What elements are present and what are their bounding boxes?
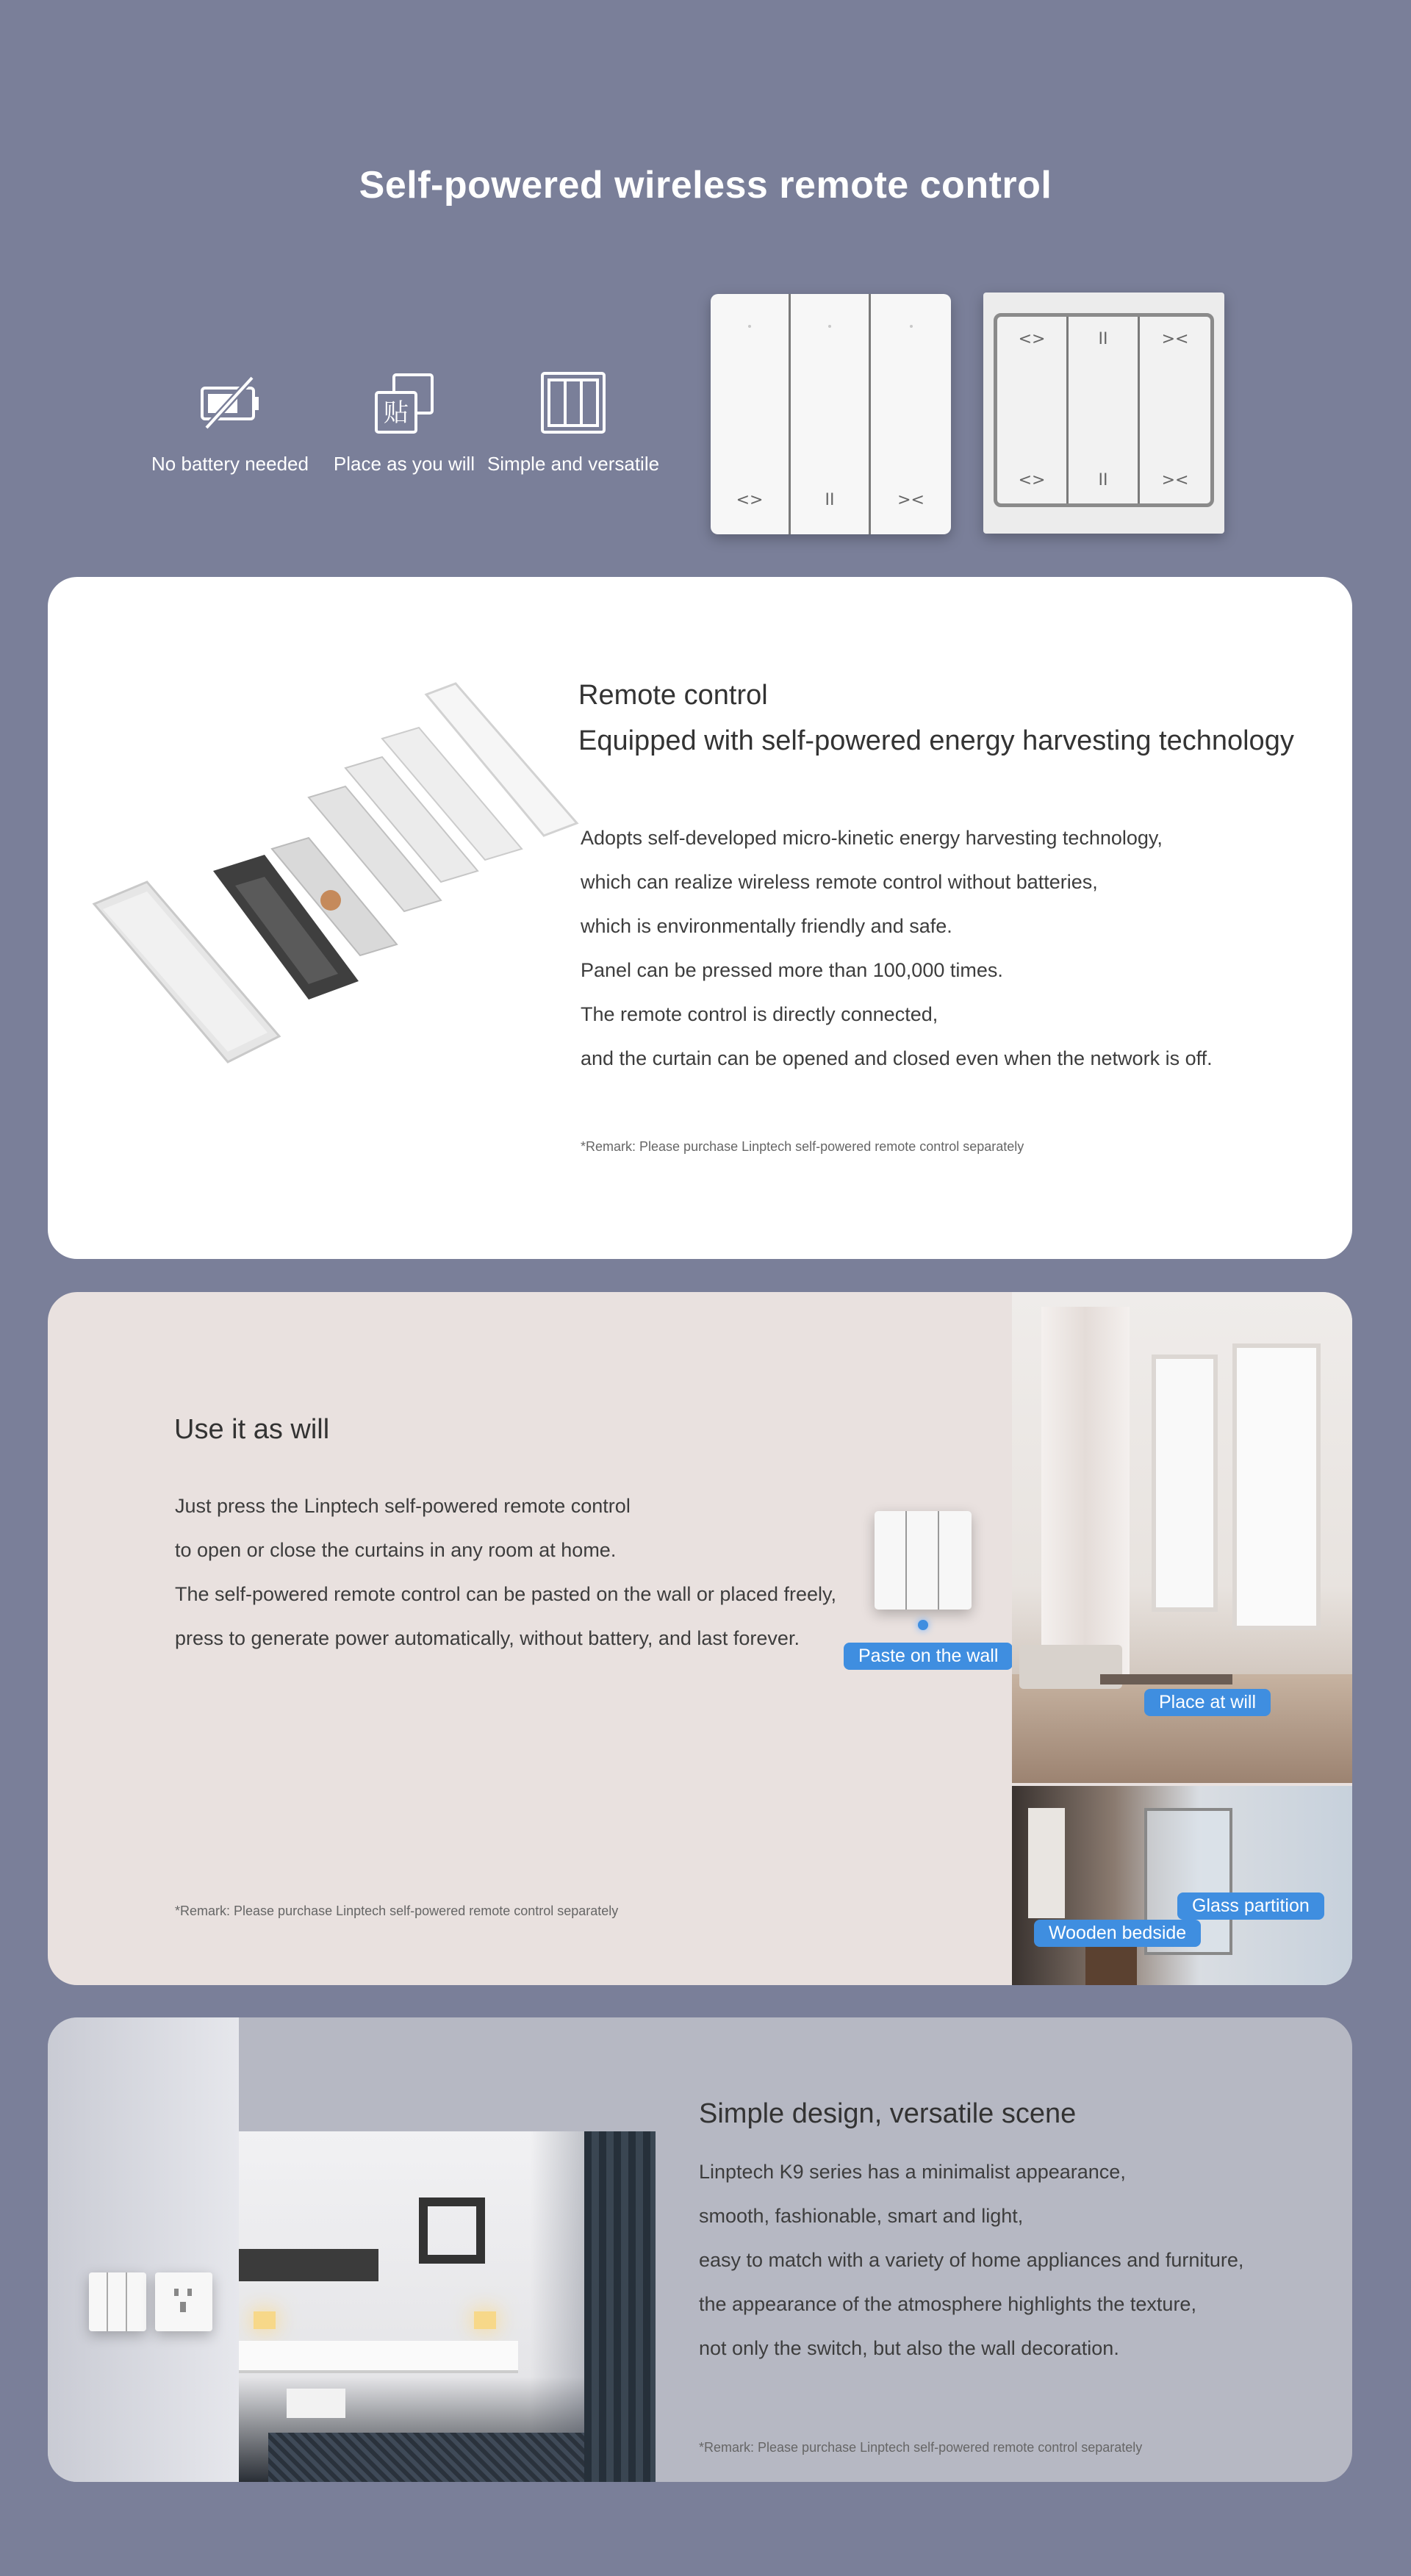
curtain-image [584, 2131, 656, 2482]
paragraph-line: The self-powered remote control can be pasted on the wall or placed freely, [175, 1583, 836, 1605]
wall-frame-image [419, 2198, 485, 2264]
card-remote-control [48, 577, 1352, 1259]
card-simple-design [48, 2017, 1352, 2482]
paragraph-line: the appearance of the atmosphere highlights the texture, [699, 2293, 1196, 2315]
living-room-photo [1012, 1292, 1352, 1783]
paragraph-line: Linptech K9 series has a minimalist appearance, [699, 2161, 1126, 2183]
tag-place-at-will: Place at will [1144, 1689, 1271, 1716]
switch-panel-borderless [711, 294, 951, 534]
feature-label: No battery needed [151, 453, 309, 475]
socket-image [155, 2272, 212, 2331]
pause-icon: II [1098, 330, 1108, 348]
bedroom-bathroom-photo [1012, 1786, 1352, 1985]
battery-off-icon [195, 367, 265, 438]
paragraph-line: easy to match with a variety of home appliances and furniture, [699, 2249, 1244, 2271]
paragraph-line: not only the switch, but also the wall decoration. [699, 2337, 1119, 2359]
feature-no-battery [134, 367, 326, 476]
open-icon: <> [1018, 330, 1046, 348]
exploded-view-image [88, 665, 588, 1091]
remark-note: *Remark: Please purchase Linptech self-powered remote control separately [175, 1904, 619, 1918]
paragraph-line: to open or close the curtains in any room at home. [175, 1539, 617, 1561]
tv-console-image [239, 2341, 518, 2373]
feature-label: Simple and versatile [487, 453, 660, 475]
pause-icon: II [1098, 471, 1108, 489]
wall-image [48, 2017, 239, 2482]
interior-photo [239, 2131, 656, 2482]
lamp-image [474, 2311, 496, 2329]
window-image [1152, 1355, 1218, 1612]
table-image [1100, 1674, 1232, 1685]
paragraph-line: Just press the Linptech self-powered remote control [175, 1495, 631, 1517]
feature-versatile [478, 367, 669, 476]
pause-icon: II [825, 491, 835, 509]
section-body [175, 1484, 873, 1660]
switch-panel-framed [983, 293, 1224, 534]
card-use-at-will [48, 1292, 1352, 1985]
feature-label: Place as you will [333, 453, 475, 475]
tag-paste-on-wall: Paste on the wall [844, 1643, 1013, 1670]
section-body [581, 816, 1345, 1080]
section-body [699, 2150, 1331, 2370]
svg-text:贴: 贴 [384, 398, 409, 428]
feature-place [309, 367, 500, 476]
curtain-image [1041, 1307, 1130, 1674]
lamp-image [254, 2311, 276, 2329]
page-title: Self-powered wireless remote control [359, 164, 1052, 207]
section-heading: Remote control [578, 680, 768, 711]
tag-wooden-bedside: Wooden bedside [1034, 1920, 1201, 1947]
ottoman-image [287, 2389, 345, 2418]
close-icon: >< [1161, 330, 1189, 348]
paragraph-line: Adopts self-developed micro-kinetic energy harvesting technology, [581, 827, 1163, 849]
tag-glass-partition: Glass partition [1177, 1892, 1324, 1920]
paragraph-line: smooth, fashionable, smart and light, [699, 2205, 1024, 2227]
paragraph-line: Panel can be pressed more than 100,000 times. [581, 959, 1003, 981]
door-image [1028, 1808, 1065, 1918]
section-heading: Use it as will [174, 1414, 330, 1445]
section-heading: Simple design, versatile scene [699, 2098, 1077, 2129]
remark-note: *Remark: Please purchase Linptech self-powered remote control separately [581, 1139, 1024, 1154]
pairing-dot-icon [918, 1620, 928, 1630]
paragraph-line: which is environmentally friendly and safe. [581, 915, 952, 937]
open-icon: <> [1018, 471, 1046, 489]
wall-cabinet-image [239, 2249, 378, 2281]
close-icon: >< [1161, 471, 1189, 489]
paragraph-line: press to generate power automatically, without battery, and last forever. [175, 1627, 800, 1649]
sticker-icon [369, 367, 439, 438]
rug-image [268, 2433, 592, 2482]
close-icon: >< [897, 491, 924, 509]
window-image [1232, 1343, 1321, 1630]
three-gang-switch-image [89, 2272, 146, 2331]
three-gang-icon [538, 367, 608, 438]
remark-note: *Remark: Please purchase Linptech self-powered remote control separately [699, 2440, 1143, 2455]
open-icon: <> [736, 491, 764, 509]
paragraph-line: and the curtain can be opened and closed even when the network is off. [581, 1047, 1213, 1069]
section-subheading: Equipped with self-powered energy harvesting technology [578, 725, 1294, 756]
mini-switch-image [875, 1511, 972, 1610]
paragraph-line: The remote control is directly connected, [581, 1003, 938, 1025]
paragraph-line: which can realize wireless remote control without batteries, [581, 871, 1098, 893]
